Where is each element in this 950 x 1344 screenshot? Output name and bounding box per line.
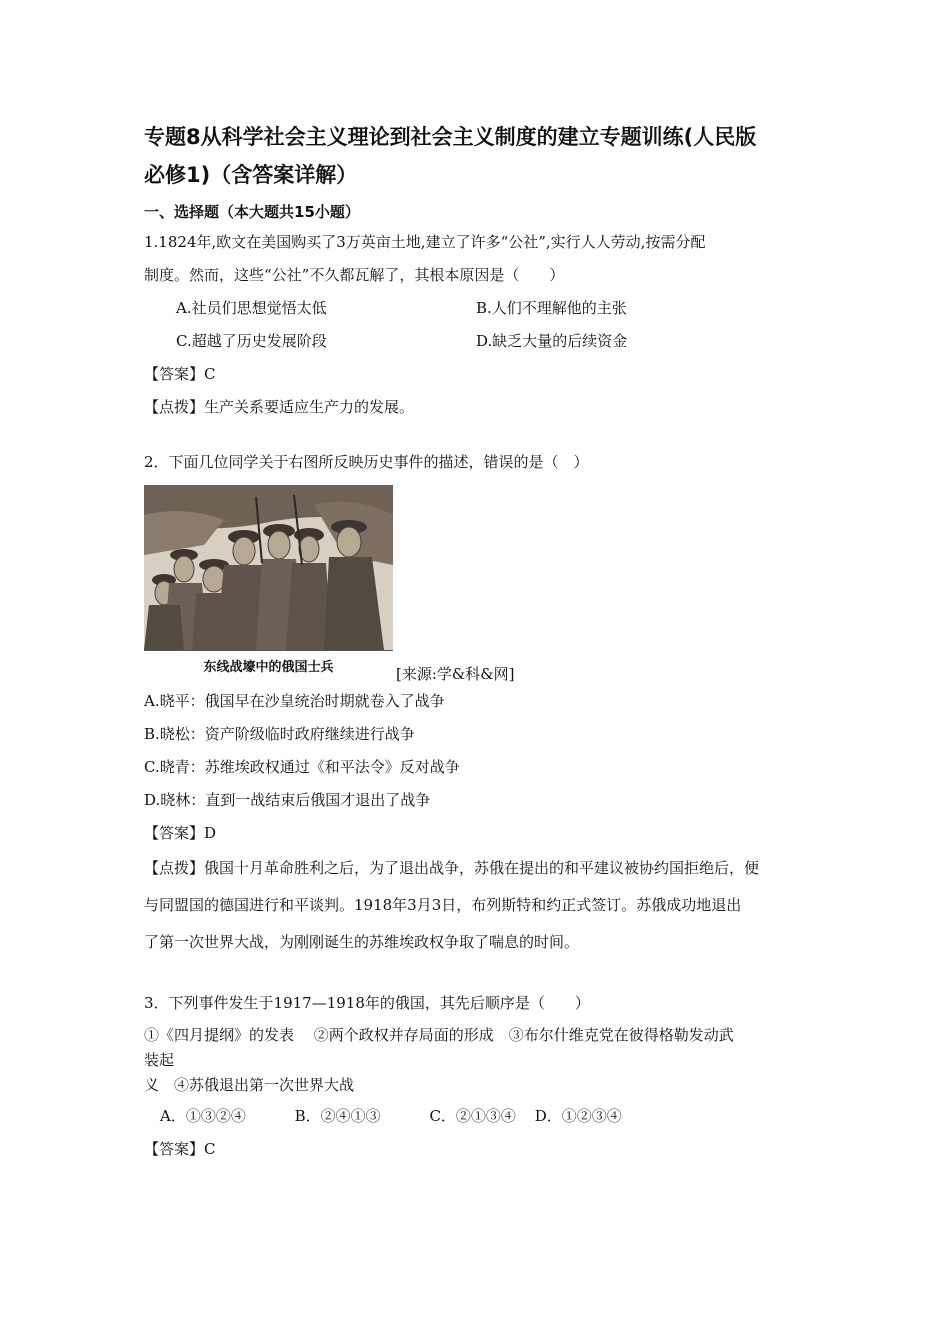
q3-option-d: D．①②③④	[534, 1107, 622, 1125]
q2-answer: 【答案】D	[144, 824, 217, 842]
q3-options	[144, 1100, 824, 1133]
q3-items-line1: ①《四月提纲》的发表 ②两个政权并存局面的形成 ③布尔什维克党在彼得格勒发动武	[144, 1026, 734, 1044]
q2-option-d: D.晓林：直到一战结束后俄国才退出了战争	[144, 791, 431, 809]
photo-caption: 东线战壕中的俄国士兵	[203, 660, 334, 675]
q2-option-a: A.晓平：俄国早在沙皇统治时期就卷入了战争	[144, 692, 445, 710]
document-page	[144, 118, 824, 1166]
source-note: [来源:学&科&网]	[396, 665, 515, 683]
q3-option-b: B．②④①③	[294, 1107, 381, 1125]
q3-items-line3: 义 ④苏俄退出第一次世界大战	[144, 1076, 355, 1094]
q3-stem: 3．下列事件发生于1917—1918年的俄国，其先后顺序是（ ）	[144, 994, 590, 1012]
q1-option-b: B.人们不理解他的主张	[476, 299, 627, 317]
q1-option-a: A.社员们思想觉悟太低	[176, 299, 327, 317]
q2-hint-line2: 与同盟国的德国进行和平谈判。1918年3月3日，布列斯特和约正式签订。苏俄成功地退出	[144, 896, 742, 914]
doc-title-line1: 专题8从科学社会主义理论到社会主义制度的建立专题训练(人民版	[144, 125, 757, 149]
q3-answer: 【答案】C	[144, 1140, 216, 1158]
q2-figure	[144, 485, 824, 685]
q2-stem: 2．下面几位同学关于右图所反映历史事件的描述，错误的是（ ）	[144, 453, 589, 471]
q2-option-b: B.晓松：资产阶级临时政府继续进行战争	[144, 725, 415, 743]
q1-answer: 【答案】C	[144, 365, 216, 383]
section-heading: 一、选择题（本大题共15小题）	[144, 203, 360, 221]
q2-option-c: C.晓青：苏维埃政权通过《和平法令》反对战争	[144, 758, 460, 776]
q2-hint-line1: 【点拨】俄国十月革命胜利之后，为了退出战争，苏俄在提出的和平建议被协约国拒绝后，便	[144, 859, 760, 877]
q2-hint-line3: 了第一次世界大战，为刚刚诞生的苏维埃政权争取了喘息的时间。	[144, 933, 580, 951]
q3-items-line2: 装起	[144, 1051, 175, 1069]
q1-hint: 【点拨】生产关系要适应生产力的发展。	[144, 398, 415, 416]
soldiers-photo	[144, 485, 393, 651]
q1-options	[144, 292, 824, 358]
q1-option-c: C.超越了历史发展阶段	[176, 332, 327, 350]
q1-stem-line2: 制度。然而，这些“公社”不久都瓦解了，其根本原因是（ ）	[144, 266, 565, 284]
q3-option-c: C．②①③④	[429, 1107, 516, 1125]
q1-option-d: D.缺乏大量的后续资金	[476, 332, 628, 350]
doc-title-line2: 必修1)（含答案详解）	[144, 163, 358, 187]
soldiers-illustration	[144, 485, 393, 650]
q3-option-a: A．①③②④	[160, 1107, 246, 1125]
q1-stem-line1: 1.1824年,欧文在美国购买了3万英亩土地,建立了许多“公社”,实行人人劳动,按需分配	[144, 233, 706, 251]
